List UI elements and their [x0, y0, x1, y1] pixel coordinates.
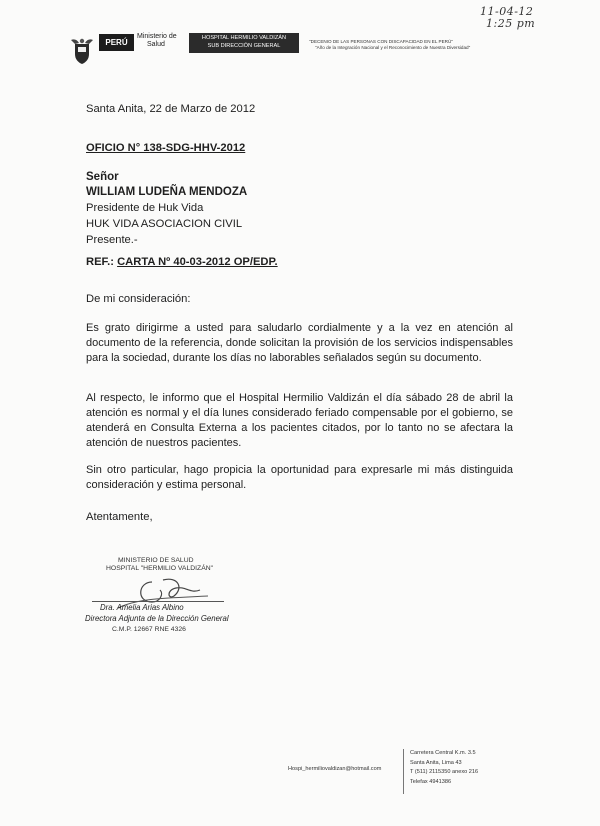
- footer-address-1: Carretera Central K.m. 3.5: [410, 750, 476, 756]
- recipient-title: Presidente de Huk Vida: [86, 202, 204, 214]
- signer-position: Directora Adjunta de la Dirección General: [85, 614, 229, 623]
- hospital-department: SUB DIRECCIÓN GENERAL: [207, 42, 281, 49]
- hospital-name: HOSPITAL HERMILIO VALDIZÁN: [201, 35, 287, 41]
- place-date: Santa Anita, 22 de Marzo de 2012: [86, 103, 256, 115]
- slogan-line-2: "Año de la Integración Nacional y el Reconocimiento de Nuestra Diversidad": [315, 45, 471, 50]
- ministry-line-2: Salud: [147, 41, 165, 48]
- stamp-ministry: MINISTERIO DE SALUD: [118, 557, 194, 564]
- reference: [86, 256, 278, 268]
- reference-value: CARTA Nº 40-03-2012 OP/EDP.: [117, 256, 278, 268]
- paragraph-3: Sin otro particular, hago propicia la oportunidad para expresarle mi más distinguida consideración y estima personal.: [86, 464, 513, 491]
- ministry-label: [137, 33, 187, 57]
- salutation: Señor: [86, 171, 119, 183]
- footer-fax: Telefax 4941386: [410, 778, 452, 785]
- footer-address-2: Santa Anita, Lima 43: [410, 759, 462, 766]
- slogan: [309, 39, 524, 51]
- recipient-name: WILLIAM LUDEÑA MENDOZA: [86, 186, 248, 198]
- recipient-present: Presente.-: [86, 234, 138, 246]
- signer-name: Dra. Amelia Arias Albino: [100, 603, 184, 612]
- handwritten-time: 1:25 pm: [486, 17, 536, 30]
- reference-label: REF.:: [86, 256, 114, 268]
- slogan-line-1: "DECENIO DE LAS PERSONAS CON DISCAPACIDAD EN EL PERÚ": [309, 39, 453, 44]
- footer-phone: T (511) 2115350 anexo 216: [410, 769, 479, 775]
- country-badge: PERÚ: [99, 34, 134, 51]
- ministry-line-1: Ministerio de: [137, 33, 177, 40]
- stamp-hospital: HOSPITAL "HERMILIO VALDIZÁN": [106, 565, 214, 572]
- signature-line: [92, 601, 224, 602]
- paragraph-1: Es grato dirigirme a usted para saludarlo cordialmente y a la vez en atención al documento de la referencia, donde solicitan la provisión de los servicios indispensables para la sociedad, durante los días no laborables señalados según su documento.: [86, 322, 513, 364]
- handwritten-date: 11-04-12: [480, 5, 534, 18]
- footer-divider: [403, 749, 404, 794]
- recipient-org: HUK VIDA ASOCIACION CIVIL: [86, 218, 243, 230]
- paragraph-2: Al respecto, le informo que el Hospital Hermilio Valdizán el día sábado 28 de abril la atención es normal y el día lunes considerado feriado compensable por el gobierno, se atenderá en Consulta Externa a los pacientes citados, por lo tanto no se afectara la atención de nuestros pacientes.: [86, 392, 513, 449]
- closing: Atentamente,: [86, 511, 153, 523]
- footer-email: Hospi_hermiliovaldizan@hotmail.com: [288, 766, 382, 772]
- greeting: De mi consideración:: [86, 293, 191, 305]
- hospital-badge: [189, 33, 299, 53]
- coat-of-arms-icon: [70, 37, 94, 65]
- oficio-number: OFICIO N° 138-SDG-HHV-2012: [86, 142, 246, 154]
- footer-address: [410, 749, 478, 787]
- signer-cmp: C.M.P. 12667 RNE 4326: [112, 626, 186, 633]
